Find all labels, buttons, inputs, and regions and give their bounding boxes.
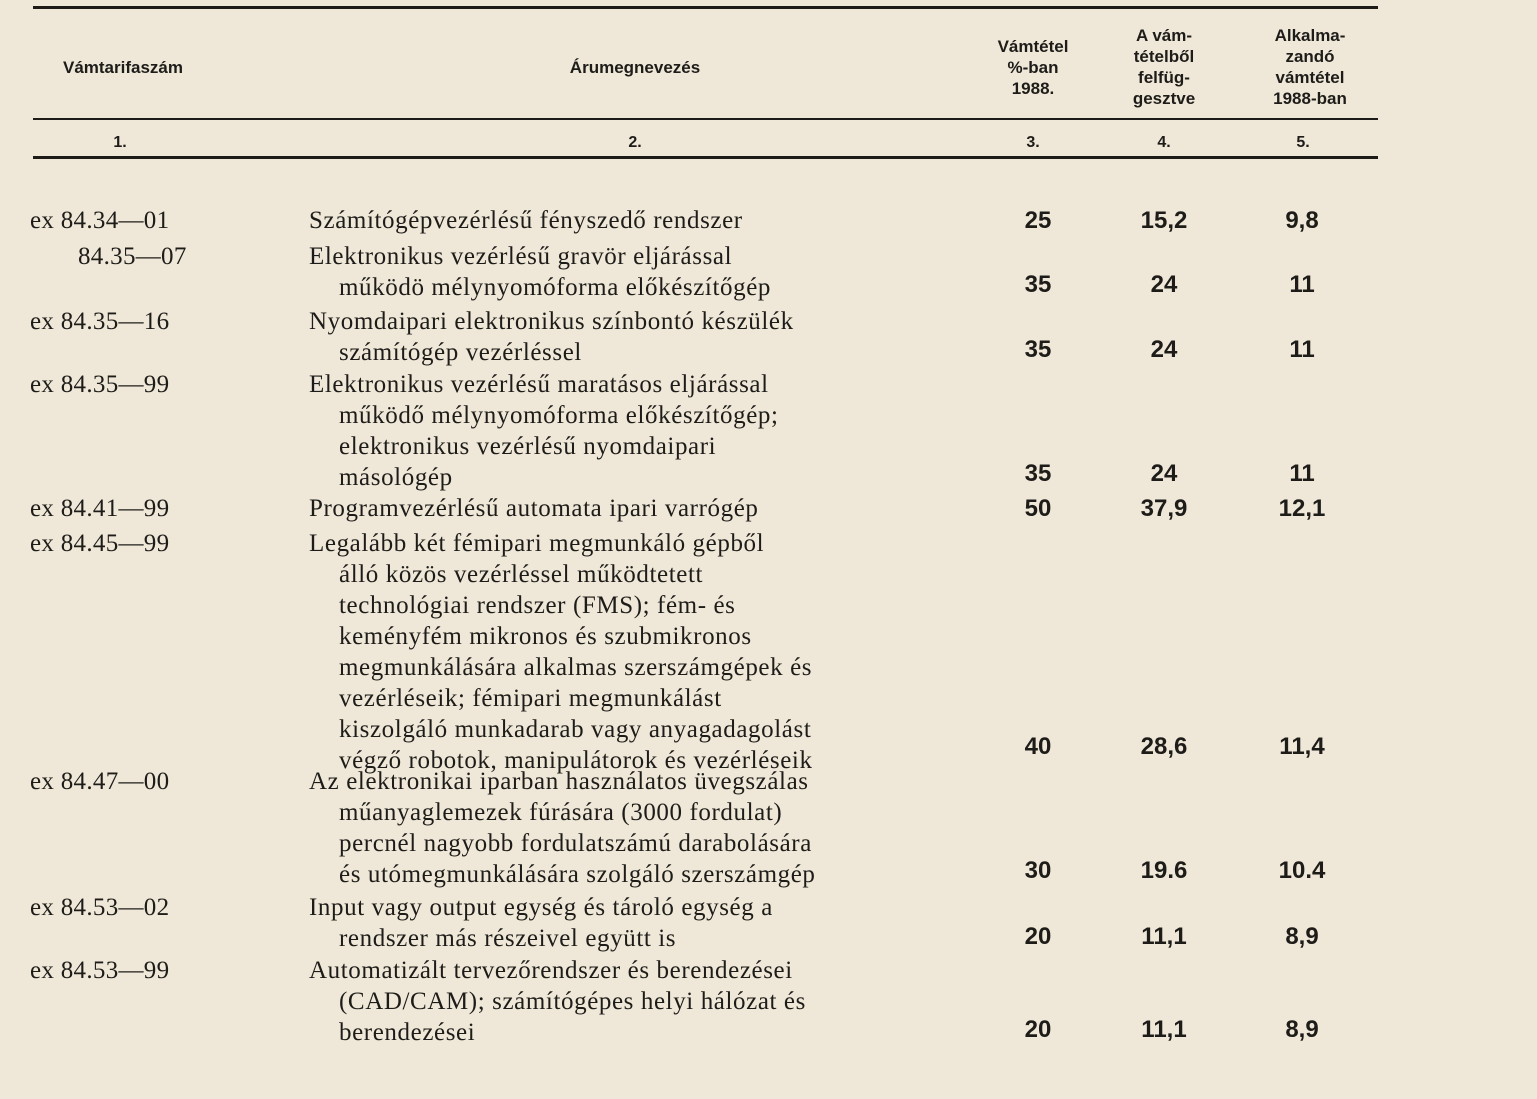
- duty-rate-1988: 20: [1024, 1016, 1052, 1043]
- applied-rate: 10.4: [1278, 857, 1326, 884]
- suspended-rate: 24: [1150, 271, 1178, 298]
- column-number-3: 3.: [1026, 134, 1040, 151]
- description-line: másológép: [339, 464, 453, 491]
- header-tariff-number: Vámtarifaszám: [62, 58, 183, 77]
- tariff-code: ex 84.53—99: [30, 957, 170, 984]
- applied-rate: 11: [1289, 271, 1315, 298]
- suspended-rate: 11,1: [1141, 1016, 1187, 1043]
- suspended-rate: 24: [1150, 336, 1178, 363]
- description-line: Elektronikus vezérlésű gravör eljárással: [309, 243, 733, 270]
- header-suspended: A vám- tételből felfüg- gesztve: [1132, 26, 1196, 108]
- description-line: műanyaglemezek fúrására (3000 fordulat): [339, 799, 783, 826]
- description-line: álló közös vezérléssel működtetett: [339, 561, 704, 588]
- description-line: működő mélynyomóforma előkészítőgép;: [339, 402, 779, 429]
- duty-rate-1988: 50: [1024, 495, 1052, 522]
- column-number-1: 1.: [113, 134, 127, 151]
- description-line: végző robotok, manipulátorok és vezérléseik: [339, 747, 813, 774]
- description-line: Programvezérlésű automata ipari varrógép: [309, 495, 759, 522]
- tariff-code: ex 84.34—01: [30, 207, 170, 234]
- header-goods-description: Árumegnevezés: [569, 58, 701, 77]
- duty-rate-1988: 20: [1024, 923, 1052, 950]
- goods-description: [309, 306, 1009, 368]
- applied-rate: 9,8: [1285, 207, 1319, 234]
- description-line: rendszer más részeivel együtt is: [339, 925, 677, 952]
- description-line: Elektronikus vezérlésű maratásos eljárással: [309, 371, 769, 398]
- suspended-rate: 11,1: [1141, 923, 1187, 950]
- applied-rate: 11: [1289, 336, 1315, 363]
- goods-description: [309, 205, 1009, 236]
- description-line: Input vagy output egység és tároló egység a: [309, 894, 773, 921]
- description-line: Számítógépvezérlésű fényszedő rendszer: [309, 207, 743, 234]
- description-line: kiszolgáló munkadarab vagy anyagadagolást: [339, 716, 812, 743]
- applied-rate: 11: [1289, 460, 1315, 487]
- tariff-code: ex 84.35—16: [30, 308, 170, 335]
- suspended-rate: 24: [1150, 460, 1178, 487]
- duty-rate-1988: 35: [1024, 271, 1052, 298]
- goods-description: [309, 493, 1009, 524]
- suspended-rate: 28,6: [1140, 733, 1188, 760]
- goods-description: [309, 892, 1009, 954]
- description-line: Az elektronikai iparban használatos üvegszálas: [309, 768, 809, 795]
- duty-rate-1988: 25: [1024, 207, 1052, 234]
- duty-rate-1988: 30: [1024, 857, 1052, 884]
- header-duty-rate-1988: Vámtétel %-ban 1988.: [997, 37, 1069, 98]
- description-line: és utómegmunkálására szolgáló szerszámgép: [339, 861, 816, 888]
- description-line: Automatizált tervezőrendszer és berendezései: [309, 957, 793, 984]
- header-applied-rate-1988: Alkalma- zandó vámtétel 1988-ban: [1273, 26, 1347, 108]
- goods-description: [309, 369, 1009, 493]
- description-line: elektronikus vezérlésű nyomdaipari: [339, 433, 717, 460]
- duty-rate-1988: 35: [1024, 336, 1052, 363]
- tariff-code: ex 84.35—99: [30, 371, 170, 398]
- applied-rate: 8,9: [1285, 1016, 1319, 1043]
- description-line: megmunkálására alkalmas szerszámgépek és: [339, 654, 813, 681]
- duty-rate-1988: 40: [1024, 733, 1052, 760]
- top-rule: [33, 6, 1378, 9]
- description-line: berendezései: [339, 1019, 476, 1046]
- description-line: Nyomdaipari elektronikus színbontó készülék: [309, 308, 794, 335]
- duty-rate-1988: 35: [1024, 460, 1052, 487]
- description-line: keményfém mikronos és szubmikronos: [339, 623, 752, 650]
- header-rule: [33, 118, 1378, 120]
- tariff-code: 84.35—07: [78, 243, 187, 270]
- description-line: vezérléseik; fémipari megmunkálást: [339, 685, 722, 712]
- description-line: (CAD/CAM); számítógépes helyi hálózat és: [339, 988, 806, 1015]
- description-line: működö mélynyomóforma előkészítőgép: [339, 274, 772, 301]
- column-number-2: 2.: [628, 134, 642, 151]
- applied-rate: 8,9: [1285, 923, 1319, 950]
- description-line: technológiai rendszer (FMS); fém- és: [339, 592, 736, 619]
- tariff-code: ex 84.47—00: [30, 768, 170, 795]
- suspended-rate: 19.6: [1140, 857, 1188, 884]
- column-number-rule: [33, 156, 1378, 159]
- goods-description: [309, 766, 1009, 890]
- goods-description: [309, 955, 1009, 1048]
- goods-description: [309, 528, 1009, 776]
- description-line: Legalább két fémipari megmunkáló gépből: [309, 530, 765, 557]
- applied-rate: 11,4: [1279, 733, 1325, 760]
- tariff-code: ex 84.53—02: [30, 894, 170, 921]
- description-line: számítógép vezérléssel: [339, 339, 582, 366]
- tariff-code: ex 84.45—99: [30, 530, 170, 557]
- column-number-4: 4.: [1157, 134, 1171, 151]
- goods-description: [309, 241, 1009, 303]
- applied-rate: 12,1: [1278, 495, 1326, 522]
- suspended-rate: 37,9: [1140, 495, 1188, 522]
- tariff-code: ex 84.41—99: [30, 495, 170, 522]
- suspended-rate: 15,2: [1140, 207, 1188, 234]
- description-line: percnél nagyobb fordulatszámú darabolására: [339, 830, 812, 857]
- column-number-5: 5.: [1296, 134, 1310, 151]
